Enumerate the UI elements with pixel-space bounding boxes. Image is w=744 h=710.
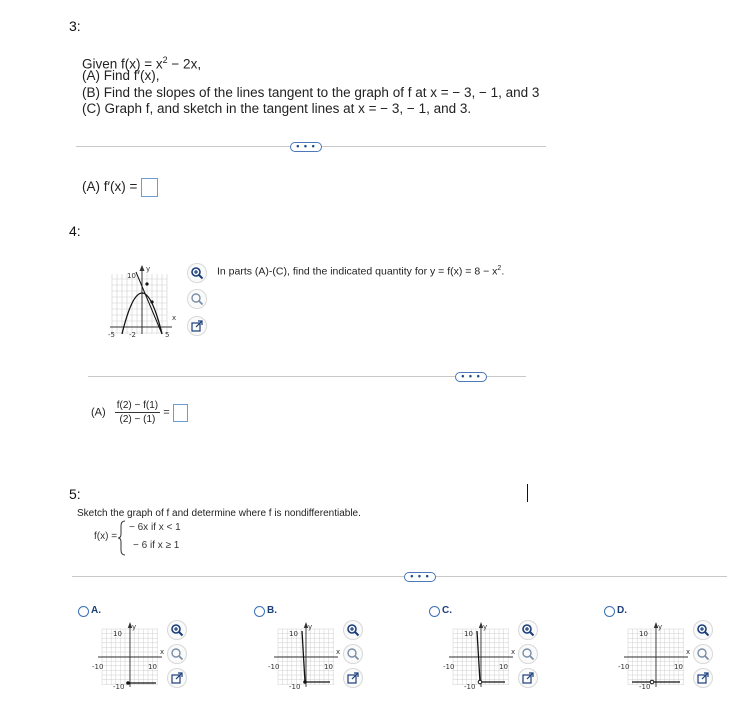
option-graph-xleft-label: -10 bbox=[618, 663, 630, 671]
option-graph-x-label: x bbox=[160, 648, 165, 656]
q4-point-2 bbox=[150, 300, 153, 303]
q3-answer-row bbox=[82, 178, 158, 197]
option-d-graph bbox=[618, 621, 696, 691]
option-a-label[interactable]: A. bbox=[91, 605, 101, 616]
zoom-in-icon bbox=[521, 623, 535, 637]
q4-more-button[interactable]: • • • bbox=[455, 372, 487, 382]
option-zoom-in-button[interactable] bbox=[518, 620, 538, 640]
q3-given-exponent: 2 bbox=[162, 55, 168, 65]
option-zoom-out-button[interactable] bbox=[693, 644, 713, 664]
option-graph-ybottom-label: -10 bbox=[289, 683, 301, 691]
q4-part-label: (A) bbox=[91, 406, 106, 419]
q3-given-tail: − 2x, bbox=[167, 56, 202, 72]
q3-answer-input[interactable] bbox=[141, 178, 158, 197]
option-b-radio[interactable] bbox=[254, 606, 265, 617]
option-graph-y-label: y bbox=[132, 623, 137, 631]
q4-prompt-text: In parts (A)-(C), find the indicated quantity for y = f(x) = 8 − x bbox=[217, 265, 498, 278]
option-popout-button[interactable] bbox=[343, 668, 363, 688]
q4-answer-input[interactable] bbox=[173, 404, 188, 422]
zoom-in-icon bbox=[170, 623, 184, 637]
option-graph-xright-label: 10 bbox=[324, 663, 333, 671]
q5-brace bbox=[117, 520, 127, 556]
option-d-radio[interactable] bbox=[604, 606, 615, 617]
q4-popout-button[interactable] bbox=[187, 316, 207, 336]
option-c-graph bbox=[443, 621, 521, 691]
option-graph-xright-label: 10 bbox=[499, 663, 508, 671]
q3-given-text: Given f(x) = x bbox=[82, 56, 163, 72]
q4-prompt-tail: . bbox=[501, 265, 505, 278]
q4-xleft-label: -5 bbox=[108, 331, 115, 339]
option-zoom-out-button[interactable] bbox=[343, 644, 363, 664]
option-graph-ytop-label: 10 bbox=[639, 630, 648, 638]
q3-part-a: (A) Find f′(x), bbox=[82, 68, 160, 83]
option-zoom-in-button[interactable] bbox=[167, 620, 187, 640]
external-link-icon bbox=[170, 671, 184, 685]
option-graph-ytop-label: 10 bbox=[113, 630, 122, 638]
q4-prompt bbox=[217, 265, 504, 278]
q4-fraction bbox=[115, 400, 160, 425]
external-link-icon bbox=[190, 319, 204, 333]
question-5-number: 5: bbox=[69, 486, 81, 502]
q4-graph bbox=[108, 262, 183, 340]
option-graph-xleft-label: -10 bbox=[443, 663, 455, 671]
option-graph-ybottom-label: -10 bbox=[639, 683, 651, 691]
q5-divider bbox=[72, 576, 727, 577]
q5-more-button[interactable]: • • • bbox=[404, 572, 436, 582]
option-graph-ybottom-label: -10 bbox=[113, 683, 125, 691]
external-link-icon bbox=[696, 671, 710, 685]
option-a-radio[interactable] bbox=[78, 606, 89, 617]
option-a-graph bbox=[92, 621, 170, 691]
q4-x-label: x bbox=[172, 314, 177, 322]
q5-fx-label: f(x) = bbox=[94, 531, 118, 542]
q4-fraction-denominator: (2) − (1) bbox=[119, 414, 156, 425]
option-graph-x-label: x bbox=[686, 648, 691, 656]
q4-xmid-label: -2 bbox=[129, 331, 136, 339]
option-zoom-in-button[interactable] bbox=[693, 620, 713, 640]
q5-case-2: − 6 if x ≥ 1 bbox=[133, 540, 180, 551]
q4-point-1 bbox=[145, 282, 148, 285]
q4-fraction-numerator: f(2) − f(1) bbox=[116, 400, 159, 411]
option-graph-ytop-label: 10 bbox=[289, 630, 298, 638]
option-graph-xleft-label: -10 bbox=[92, 663, 104, 671]
option-popout-button[interactable] bbox=[518, 668, 538, 688]
option-zoom-in-button[interactable] bbox=[343, 620, 363, 640]
q4-answer-row bbox=[91, 400, 188, 425]
option-graph-xright-label: 10 bbox=[148, 663, 157, 671]
option-graph-ybottom-label: -10 bbox=[464, 683, 476, 691]
zoom-out-icon bbox=[346, 647, 360, 661]
option-zoom-out-button[interactable] bbox=[518, 644, 538, 664]
q5-case-1: − 6x if x < 1 bbox=[129, 522, 181, 533]
q5-prompt: Sketch the graph of f and determine where f is nondifferentiable. bbox=[77, 508, 361, 519]
option-c-label[interactable]: C. bbox=[442, 605, 452, 616]
option-graph-ytop-label: 10 bbox=[464, 630, 473, 638]
question-4-number: 4: bbox=[69, 223, 81, 239]
option-zoom-out-button[interactable] bbox=[167, 644, 187, 664]
option-b-graph bbox=[268, 621, 346, 691]
option-graph-xleft-label: -10 bbox=[268, 663, 280, 671]
zoom-in-icon bbox=[346, 623, 360, 637]
q3-more-button[interactable]: • • • bbox=[290, 142, 322, 152]
zoom-out-icon bbox=[521, 647, 535, 661]
option-b-label[interactable]: B. bbox=[267, 605, 277, 616]
q4-zoom-in-button[interactable] bbox=[187, 263, 207, 283]
q4-xright-label: 5 bbox=[165, 331, 170, 339]
question-3-number: 3: bbox=[69, 18, 81, 34]
option-graph-y-label: y bbox=[658, 623, 663, 631]
option-graph-xright-label: 10 bbox=[674, 663, 683, 671]
option-graph-y-label: y bbox=[308, 623, 313, 631]
q3-part-b: (B) Find the slopes of the lines tangent to the graph of f at x = − 3, − 1, and 3 bbox=[82, 85, 540, 100]
q3-part-c: (C) Graph f, and sketch in the tangent lines at x = − 3, − 1, and 3. bbox=[82, 101, 472, 116]
q4-equals: = bbox=[163, 406, 170, 419]
text-cursor bbox=[527, 484, 528, 502]
q4-prompt-exponent: 2 bbox=[497, 265, 502, 272]
option-popout-button[interactable] bbox=[167, 668, 187, 688]
option-d-label[interactable]: D. bbox=[617, 605, 627, 616]
q3-answer-label: (A) f′(x) = bbox=[82, 179, 138, 195]
external-link-icon bbox=[346, 671, 360, 685]
option-graph-x-label: x bbox=[336, 648, 341, 656]
q4-ytop-label: 10 bbox=[127, 272, 136, 280]
external-link-icon bbox=[521, 671, 535, 685]
q4-zoom-out-button[interactable] bbox=[187, 289, 207, 309]
zoom-in-icon bbox=[190, 266, 204, 280]
zoom-out-icon bbox=[696, 647, 710, 661]
q4-y-label: y bbox=[146, 265, 151, 273]
option-c-radio[interactable] bbox=[429, 606, 440, 617]
option-popout-button[interactable] bbox=[693, 668, 713, 688]
zoom-out-icon bbox=[190, 292, 204, 306]
option-graph-x-label: x bbox=[511, 648, 516, 656]
zoom-out-icon bbox=[170, 647, 184, 661]
zoom-in-icon bbox=[696, 623, 710, 637]
option-graph-y-label: y bbox=[483, 623, 488, 631]
